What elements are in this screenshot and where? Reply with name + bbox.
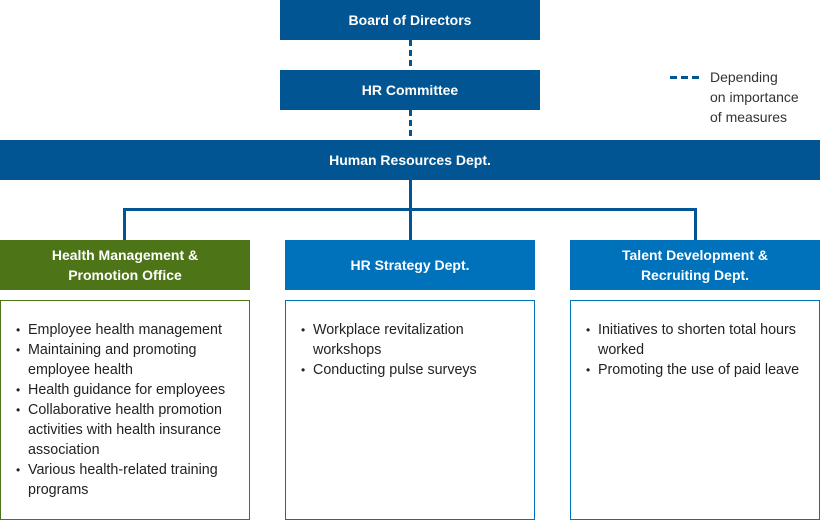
connector-right xyxy=(694,208,697,240)
dashed-line-icon xyxy=(670,76,700,79)
dept-panel-talent xyxy=(570,300,820,520)
list-item: • Workplace revitalization workshops xyxy=(300,320,534,360)
legend-text: Depending on importance of measures xyxy=(710,69,799,125)
hr-committee-box xyxy=(280,70,540,110)
health-item-list xyxy=(1,301,249,500)
connector-horizontal xyxy=(123,208,697,211)
connector-left xyxy=(123,208,126,240)
dept-panel-health xyxy=(0,300,250,520)
dashed-connector-board-committee xyxy=(409,40,412,70)
list-item: • Promoting the use of paid leave xyxy=(585,360,819,380)
dept-panel-hr-strategy xyxy=(285,300,535,520)
list-item: • Maintaining and promoting employee health xyxy=(15,340,249,380)
talent-item-list xyxy=(571,301,819,380)
hr-strategy-item-list xyxy=(286,301,534,380)
list-item: • Health guidance for employees xyxy=(15,380,249,400)
dept-header-hr-strategy: HR Strategy Dept. xyxy=(285,240,535,290)
dept-header-health: Health Management & Promotion Office xyxy=(0,240,250,290)
list-item: • Employee health management xyxy=(15,320,249,340)
board-of-directors-box xyxy=(280,0,540,40)
hr-dept-label: Human Resources Dept. xyxy=(329,152,491,168)
dashed-connector-committee-hr xyxy=(409,110,412,140)
board-label: Board of Directors xyxy=(348,12,472,28)
hr-dept-box xyxy=(0,140,820,180)
list-item: • Initiatives to shorten total hours worked xyxy=(585,320,819,360)
list-item: • Conducting pulse surveys xyxy=(300,360,534,380)
dept-header-talent: Talent Development & Recruiting Dept. xyxy=(570,240,820,290)
list-item: • Various health-related training programs xyxy=(15,460,249,500)
list-item: • Collaborative health promotion activities with health insurance association xyxy=(15,400,249,460)
committee-label: HR Committee xyxy=(361,82,459,98)
